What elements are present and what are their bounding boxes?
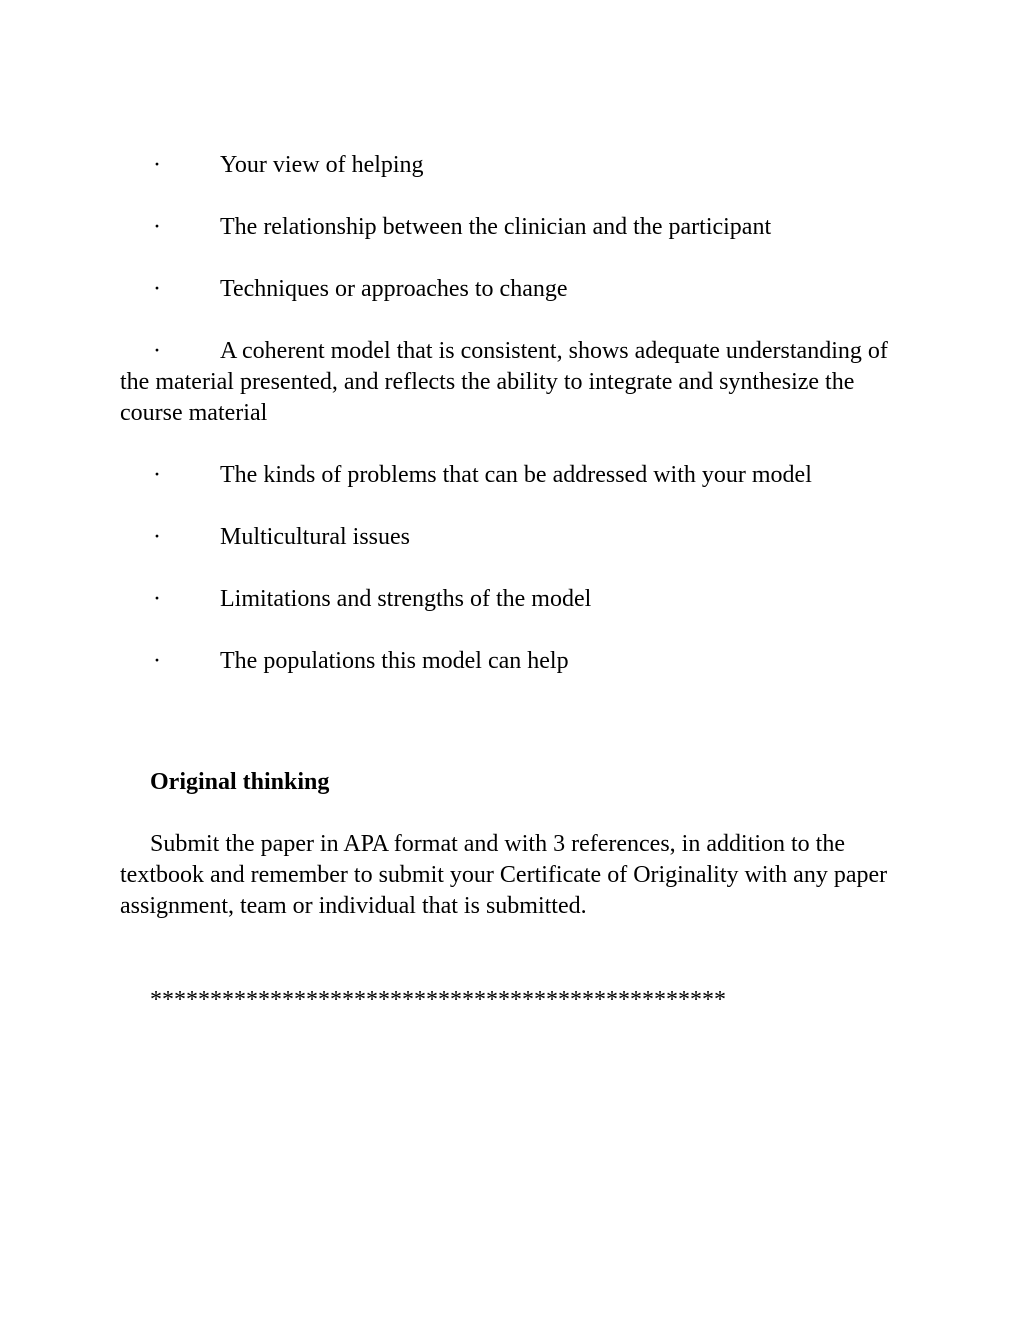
list-item	[120, 212, 900, 243]
bullet-dot-icon: ·	[153, 276, 161, 302]
list-item-text: The kinds of problems that can be addressed with your model	[220, 462, 812, 488]
bullet-dot-icon: ·	[153, 214, 161, 240]
list-item	[120, 584, 900, 615]
list-item	[120, 336, 900, 429]
list-item	[120, 150, 900, 181]
list-item-text: Limitations and strengths of the model	[220, 586, 592, 612]
list-item-text: The populations this model can help	[220, 648, 569, 674]
bullet-dot-icon: ·	[153, 462, 161, 488]
list-item	[120, 460, 900, 491]
bullet-dot-icon: ·	[153, 152, 161, 178]
list-item-text: Multicultural issues	[220, 524, 410, 550]
list-item-text: A coherent model that is consistent, shows adequate understanding of the material presented, and reflects the ability to integrate and synthesize the course material	[120, 338, 888, 426]
list-item	[120, 646, 900, 677]
list-item	[120, 274, 900, 305]
submission-instructions: Submit the paper in APA format and with 3 references, in addition to the textbook and remember to submit your Certificate of Originality with any paper assignment, team or individual that is submitted.	[120, 831, 888, 919]
bullet-dot-icon: ·	[153, 586, 161, 612]
requirements-list	[120, 150, 900, 708]
list-item-text: Your view of helping	[220, 152, 424, 178]
bullet-dot-icon: ·	[153, 648, 161, 674]
list-item-text: The relationship between the clinician and the participant	[220, 214, 772, 240]
list-item	[120, 522, 900, 553]
list-item-text: Techniques or approaches to change	[220, 276, 568, 302]
bullet-dot-icon: ·	[153, 338, 161, 364]
bullet-dot-icon: ·	[153, 524, 161, 550]
section-heading: Original thinking	[150, 769, 330, 795]
asterisk-separator: ************************************************	[150, 987, 726, 1013]
